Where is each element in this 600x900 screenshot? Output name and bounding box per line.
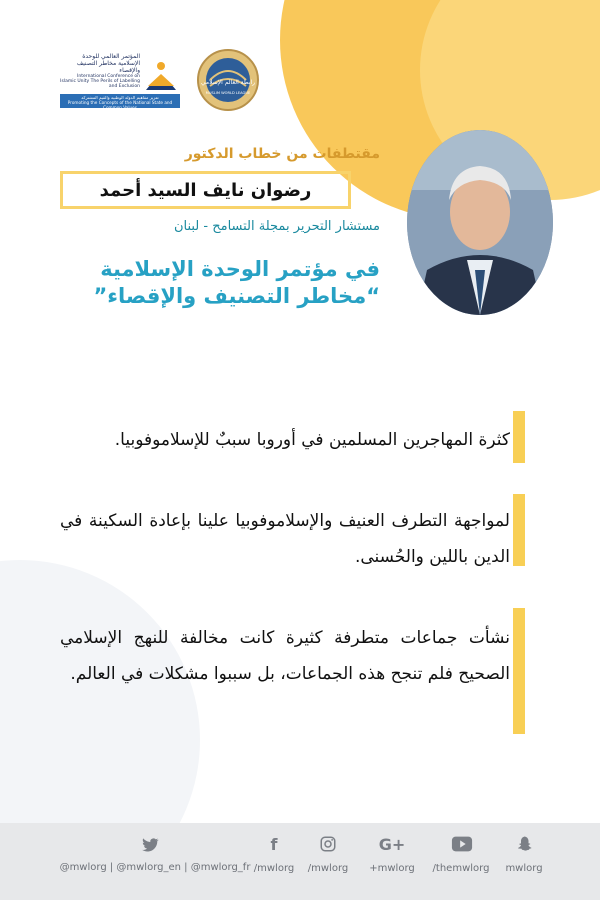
quote-accent-bar	[513, 608, 525, 734]
conference-logo	[60, 54, 180, 110]
youtube-handle[interactable]: /themwlorg	[432, 863, 490, 874]
quote-text: لمواجهة التطرف العنيف والإسلاموفوبيا علينا بإعادة السكينة في الدين باللين والحُسنى.	[60, 511, 510, 567]
quote-accent-bar	[513, 411, 525, 463]
facebook-icon[interactable]: f	[270, 835, 278, 854]
snapchat-link[interactable]	[496, 823, 552, 874]
snapchat-handle[interactable]: mwlorg	[505, 863, 543, 874]
speaker-role: مستشار التحرير بمجلة التسامح - لبنان	[173, 219, 380, 234]
conference-emblem-icon	[144, 56, 178, 92]
quote-text: نشأت جماعات متطرفة كثيرة كانت مخالفة للنهج الإسلامي الصحيح فلم تنجح هذه الجماعات، بل سببوا مشكلات في العالم.	[60, 628, 510, 684]
googleplus-handle[interactable]: +mwlorg	[369, 863, 415, 874]
mwl-name-ar: رابطة العالم الإسلامي	[200, 79, 256, 86]
conference-banner-ar: تعزيز مفاهيم الدولة الوطنية والقيم المشتركة	[81, 95, 159, 100]
conference-title-ar: المؤتمر العالمي للوحدة الإسلامية مخاطر التصنيف والإقصاء	[76, 53, 140, 74]
youtube-link[interactable]	[428, 823, 494, 874]
muslim-world-league-logo	[196, 48, 260, 112]
instagram-icon[interactable]	[318, 835, 338, 855]
intro-heading: مقتطفات من خطاب الدكتور	[184, 146, 380, 162]
twitter-group[interactable]	[40, 823, 270, 900]
mwl-name-en: MUSLIM WORLD LEAGUE	[205, 91, 251, 95]
speaker-photo	[407, 130, 553, 315]
twitter-icon[interactable]	[140, 835, 160, 855]
conference-title-line1: في مؤتمر الوحدة الإسلامية	[100, 257, 380, 281]
googleplus-link[interactable]	[362, 823, 422, 874]
quote-accent-bar	[513, 494, 525, 566]
snapchat-icon[interactable]	[514, 835, 534, 855]
social-footer	[0, 823, 600, 900]
instagram-handle[interactable]: /mwlorg	[307, 863, 349, 874]
instagram-link[interactable]	[298, 823, 358, 874]
conference-banner	[60, 94, 180, 111]
googleplus-icon[interactable]: G+	[378, 835, 406, 854]
twitter-handles[interactable]: @mwlorg | @mwlorg_en | @mwlorg_fr	[59, 862, 251, 873]
conference-title-en: International Conference on Islamic Unity The Perils of Labelling and Exclusion	[60, 74, 140, 89]
quote-text: كثرة المهاجرين المسلمين في أوروبا سببٌ للإسلاموفوبيا.	[114, 430, 510, 450]
conference-title-line2: “مخاطر التصنيف والإقصاء”	[93, 284, 380, 308]
speaker-name-box	[60, 171, 351, 209]
youtube-icon[interactable]	[451, 835, 471, 855]
facebook-link[interactable]	[244, 823, 304, 874]
speaker-name: رضوان نايف السيد أحمد	[99, 179, 312, 201]
conference-banner-en: Promoting the Concepts of the National State and Common Values	[67, 100, 173, 111]
logos-area	[60, 48, 260, 114]
facebook-handle[interactable]: /mwlorg	[253, 863, 295, 874]
